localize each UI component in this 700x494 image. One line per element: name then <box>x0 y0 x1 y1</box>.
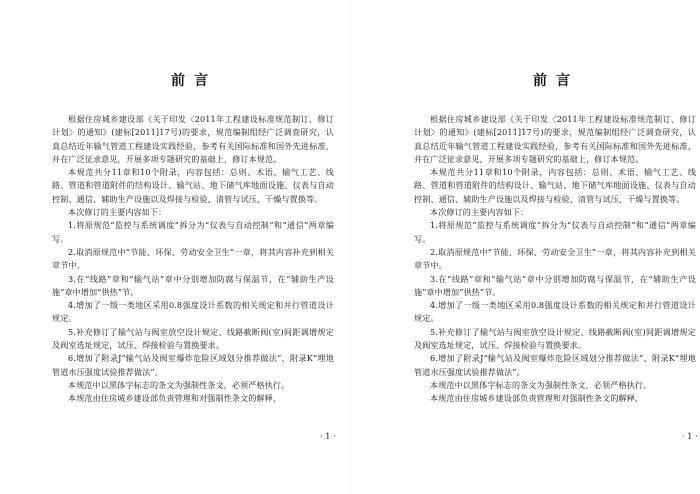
page-body <box>52 113 334 406</box>
page-number: · 1 · <box>681 432 698 442</box>
paragraph: 2.取消原规范中“节能、环保、劳动安全卫生”一章，将其内容补充到相关章节中。 <box>414 246 696 271</box>
paragraph: 1.将原规范“监控与系统调度”拆分为“仪表与自动控制”和“通信”两章编写。 <box>414 220 696 244</box>
paragraph: 3.在“线路”章和“输气站”章中分别增加防腐与保温节，在“辅助生产设施”章中增加“供热”节。 <box>414 273 696 297</box>
paragraph: 本规范由住房城乡建设部负责管理和对强制性条文的解释， <box>68 393 282 404</box>
paragraph: 6.增加了附录J“输气站及阀室爆炸危险区域划分推荐做法”、附录K“埋地管道水压强度试验推荐做法”。 <box>414 353 696 377</box>
page-title: 前言 <box>533 73 579 89</box>
paragraph: 本规范共分11章和10个附录，内容包括：总则、术语、输气工艺、线路、管道和管道附件的结构设计、输气站、地下储气库地面设施、仪表与自动控制、通信、辅助生产设施以及焊接与检验、清管与试压、干燥与置换等。 <box>52 167 334 204</box>
paragraph: 6.增加了附录J“输气站及阀室爆炸危险区域划分推荐做法”、附录K“埋地管道水压强度试验推荐做法”。 <box>52 353 334 377</box>
paragraph: 根据住房城乡建设部《关于印发〈2011年工程建设标准规范制订、修订计划〉的通知》(建标[2011]17号)的要求，规范编制组经广泛调查研究，认真总结近年输气管道工程建设实践经验，参考有关国际标准和国外先进标准，并在广泛征求意见，开展多项专题研究的基础上，修订本规范。 <box>52 114 334 164</box>
page-gutter <box>349 0 351 494</box>
paragraph: 本规范共分11章和10个附录，内容包括：总则、术语、输气工艺、线路、管道和管道附件的结构设计、输气站、地下储气库地面设施、仪表与自动控制、通信、辅助生产设施以及焊接与检验、清管与试压、干燥与置换等。 <box>414 167 696 204</box>
left-page <box>52 0 336 494</box>
paragraph: 本次修订的主要内容如下： <box>68 207 167 218</box>
paragraph: 5.补充修订了输气站与阀室放空设计规定、线路截断阀(室)间距调增规定及阀室选址规定，试压、焊接检验与置换要求。 <box>414 326 696 351</box>
paragraph: 4.增加了一级一类地区采用0.8强度设计系数的相关规定和并行管道设计规定。 <box>52 300 334 324</box>
paragraph: 本次修订的主要内容如下： <box>430 207 529 218</box>
paragraph: 本规范由住房城乡建设部负责管理和对强制性条文的解释， <box>430 393 644 404</box>
page-title: 前言 <box>171 73 217 89</box>
paragraph: 本规范中以黑体字标志的条文为强制性条文，必须严格执行。 <box>68 379 290 390</box>
paragraph: 3.在“线路”章和“输气站”章中分别增加防腐与保温节，在“辅助生产设施”章中增加“供热”节。 <box>52 273 334 297</box>
paragraph: 2.取消原规范中“节能、环保、劳动安全卫生”一章，将其内容补充到相关章节中。 <box>52 246 334 271</box>
paragraph: 1.将原规范“监控与系统调度”拆分为“仪表与自动控制”和“通信”两章编写。 <box>52 220 334 244</box>
right-page <box>414 0 698 494</box>
page-number: · 1 · <box>319 432 336 442</box>
page-body <box>414 113 696 406</box>
paragraph: 根据住房城乡建设部《关于印发〈2011年工程建设标准规范制订、修订计划〉的通知》(建标[2011]17号)的要求，规范编制组经广泛调查研究，认真总结近年输气管道工程建设实践经验，参考有关国际标准和国外先进标准，并在广泛征求意见，开展多项专题研究的基础上，修订本规范。 <box>414 114 696 164</box>
paragraph: 5.补充修订了输气站与阀室放空设计规定、线路截断阀(室)间距调增规定及阀室选址规定，试压、焊接检验与置换要求。 <box>52 326 334 351</box>
paragraph: 本规范中以黑体字标志的条文为强制性条文，必须严格执行。 <box>430 379 652 390</box>
paragraph: 4.增加了一级一类地区采用0.8强度设计系数的相关规定和并行管道设计规定。 <box>414 300 696 324</box>
